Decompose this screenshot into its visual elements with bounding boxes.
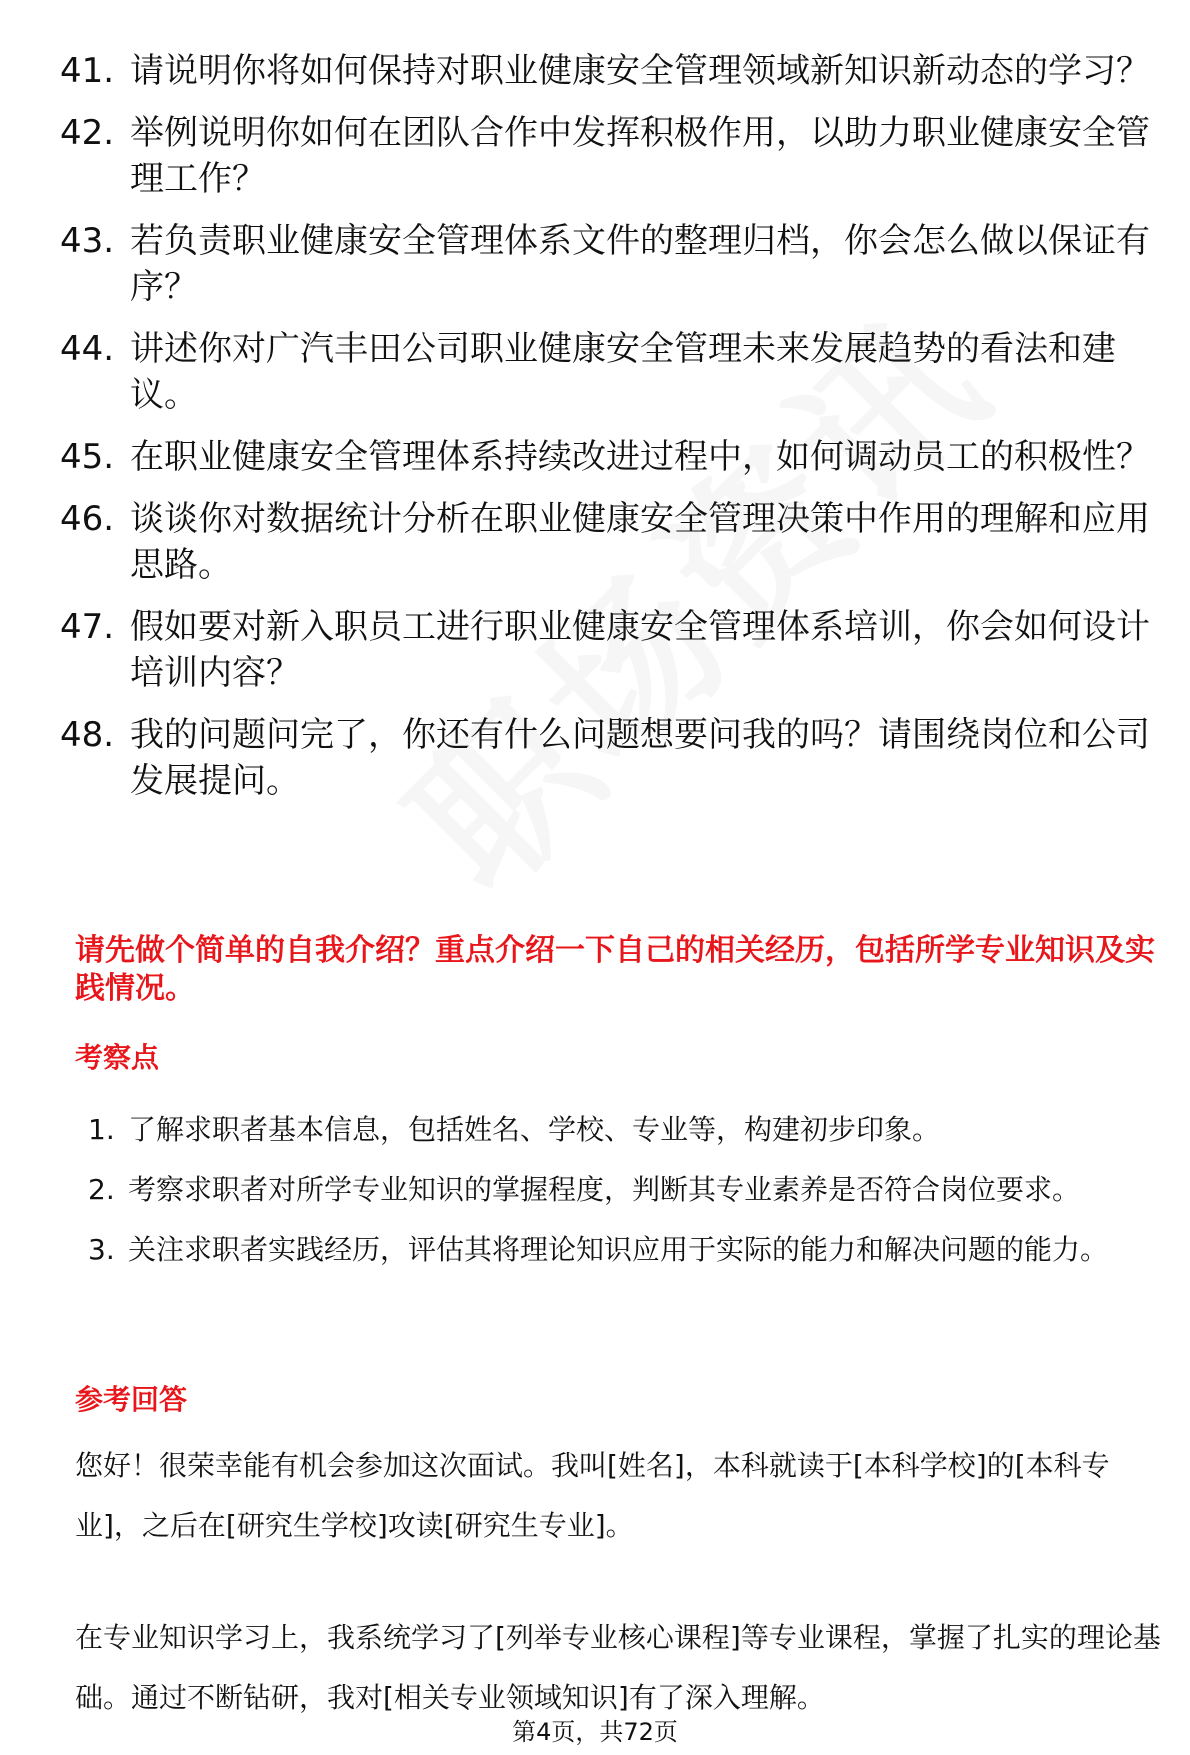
question-number: 47. [60, 607, 115, 647]
question-item [60, 110, 1150, 202]
point-text: 了解求职者基本信息，包括姓名、学校、专业等，构建初步印象。 [128, 1113, 941, 1146]
question-item [60, 604, 1150, 696]
point-text: 关注求职者实践经历，评估其将理论知识应用于实际的能力和解决问题的能力。 [128, 1233, 1109, 1266]
question-text: 谈谈你对数据统计分析在职业健康安全管理决策中作用的理解和应用思路。 [130, 499, 1150, 585]
point-text: 考察求职者对所学专业知识的掌握程度，判断其专业素养是否符合岗位要求。 [128, 1173, 1081, 1206]
question-text: 假如要对新入职员工进行职业健康安全管理体系培训，你会如何设计培训内容？ [130, 607, 1150, 693]
question-item [60, 496, 1150, 588]
question-number: 45. [60, 437, 115, 477]
point-number: 1. [88, 1113, 115, 1146]
answer-paragraph: 在专业知识学习上，我系统学习了[列举专业核心课程]等专业课程，掌握了扎实的理论基础。通过不断钻研，我对[相关专业领域知识]有了深入理解。 [75, 1621, 1161, 1714]
question-list [60, 48, 1150, 820]
question-text: 请说明你将如何保持对职业健康安全管理领域新知识新动态的学习？ [130, 51, 1150, 91]
question-text: 讲述你对广汽丰田公司职业健康安全管理未来发展趋势的看法和建议。 [130, 329, 1116, 415]
question-number: 43. [60, 221, 115, 261]
point-number: 2. [88, 1173, 115, 1206]
question-text: 若负责职业健康安全管理体系文件的整理归档，你会怎么做以保证有序？ [130, 221, 1150, 307]
question-text: 举例说明你如何在团队合作中发挥积极作用，以助力职业健康安全管理工作？ [130, 113, 1150, 199]
question-number: 46. [60, 499, 115, 539]
question-number: 48. [60, 715, 115, 755]
evaluation-point [88, 1220, 1128, 1280]
question-item [60, 434, 1150, 480]
evaluation-points-heading: 考察点 [75, 1041, 160, 1074]
question-number: 41. [60, 51, 115, 91]
question-number: 44. [60, 329, 115, 369]
answer-paragraph: 您好！很荣幸能有机会参加这次面试。我叫[姓名]，本科就读于[本科学校]的[本科专业]，之后在[研究生学校]攻读[研究生专业]。 [75, 1449, 1110, 1542]
point-number: 3. [88, 1233, 115, 1266]
question-text: 在职业健康安全管理体系持续改进过程中，如何调动员工的积极性？ [130, 437, 1150, 477]
page-footer: 第4页，共72页 [512, 1718, 678, 1746]
question-number: 42. [60, 113, 115, 153]
evaluation-point [88, 1100, 1128, 1160]
interview-prompt: 请先做个简单的自我介绍？重点介绍一下自己的相关经历，包括所学专业知识及实践情况。 [75, 933, 1155, 1006]
evaluation-point [88, 1160, 1128, 1220]
question-item [60, 218, 1150, 310]
question-item [60, 712, 1150, 804]
question-item [60, 326, 1150, 418]
question-text: 我的问题问完了，你还有什么问题想要问我的吗？请围绕岗位和公司发展提问。 [130, 715, 1150, 801]
reference-answer-heading: 参考回答 [75, 1383, 188, 1416]
evaluation-points-list [88, 1100, 1128, 1280]
question-item [60, 48, 1150, 94]
